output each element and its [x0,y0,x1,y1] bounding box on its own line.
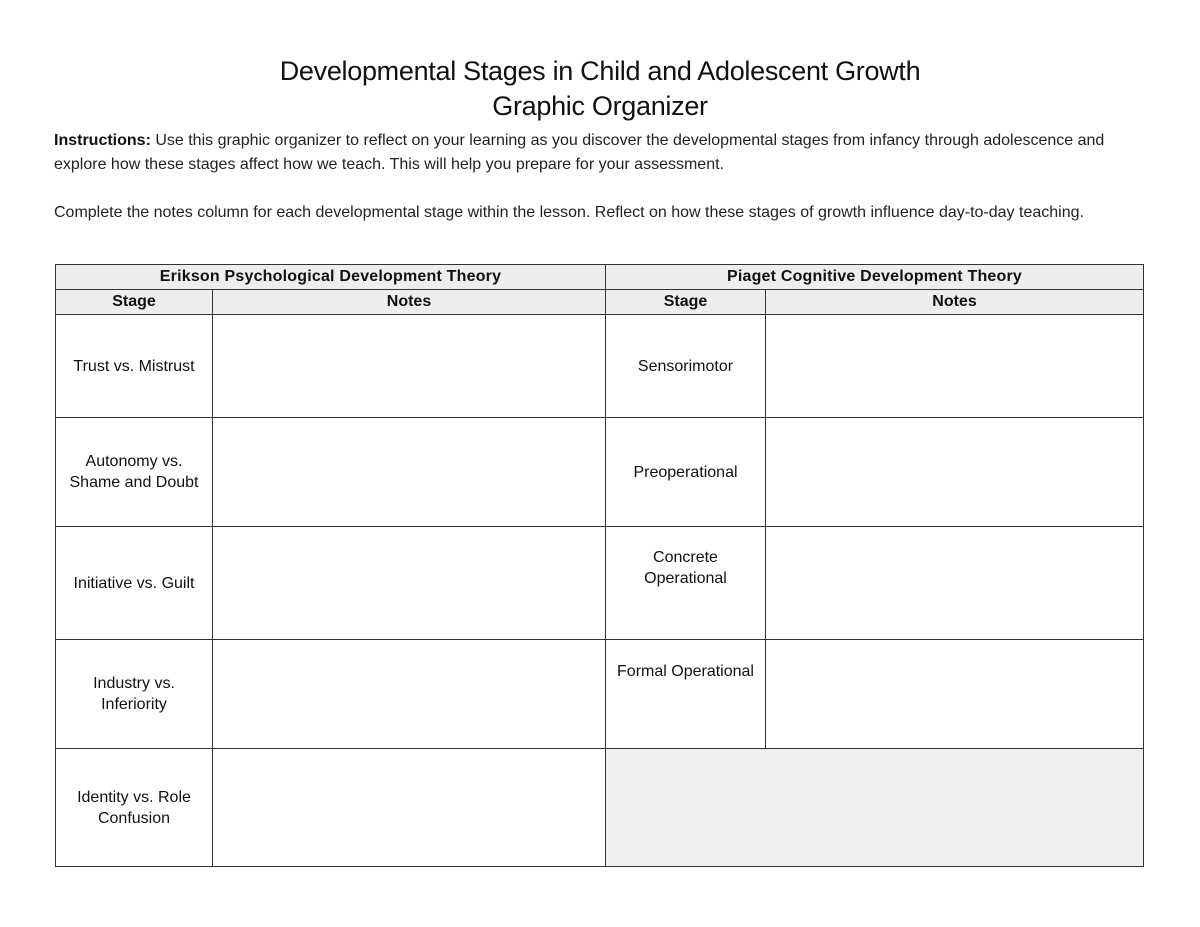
table-row [56,527,1144,640]
piaget-theory-header: Piaget Cognitive Development Theory [606,265,1144,290]
erikson-notes-field[interactable] [213,527,606,640]
erikson-notes-field[interactable] [213,749,606,867]
erikson-stage-cell: Identity vs. Role Confusion [56,749,213,867]
piaget-notes-field[interactable] [766,640,1144,749]
empty-shaded-cell [606,749,1144,867]
piaget-notes-field[interactable] [766,418,1144,527]
instructions-paragraph [54,129,1144,177]
piaget-notes-column-header: Notes [766,290,1144,315]
erikson-stage-cell: Trust vs. Mistrust [56,315,213,418]
erikson-stage-column-header: Stage [56,290,213,315]
erikson-theory-header: Erikson Psychological Development Theory [56,265,606,290]
graphic-organizer-table [55,264,1144,867]
table-row [56,640,1144,749]
table-row [56,418,1144,527]
table-row [56,749,1144,867]
piaget-notes-field[interactable] [766,527,1144,640]
piaget-stage-cell: Concrete Operational [606,527,766,640]
instructions-label: Instructions: [54,132,151,149]
instructions-text: Use this graphic organizer to reflect on your learning as you discover the developmental stages from infancy through adolescence and explore how these stages affect how we teach. This will help you prepare for your assessment. [54,132,1105,173]
erikson-notes-field[interactable] [213,640,606,749]
document-title: Developmental Stages in Child and Adolescent Growth [279,56,921,86]
erikson-notes-field[interactable] [213,315,606,418]
piaget-stage-column-header: Stage [606,290,766,315]
document-subtitle: Graphic Organizer [492,91,708,121]
erikson-stage-cell: Autonomy vs. Shame and Doubt [56,418,213,527]
piaget-stage-cell: Sensorimotor [606,315,766,418]
erikson-notes-column-header: Notes [213,290,606,315]
erikson-stage-cell: Industry vs. Inferiority [56,640,213,749]
erikson-notes-field[interactable] [213,418,606,527]
table-row [56,315,1144,418]
piaget-stage-cell: Preoperational [606,418,766,527]
piaget-stage-cell: Formal Operational [606,640,766,749]
piaget-notes-field[interactable] [766,315,1144,418]
erikson-stage-cell: Initiative vs. Guilt [56,527,213,640]
complete-notes-paragraph: Complete the notes column for each developmental stage within the lesson. Reflect on how these stages of growth influence day-to-day teaching. [54,204,1084,221]
